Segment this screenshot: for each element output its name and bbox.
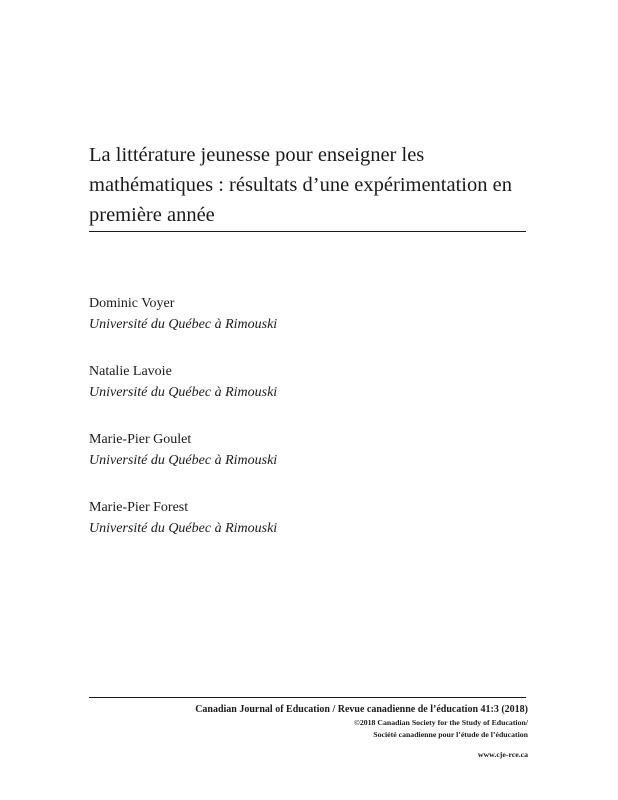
copyright-line: ©2018 Canadian Society for the Study of Education/ xyxy=(354,718,528,727)
article-title-line: La littérature jeunesse pour enseigner les xyxy=(89,144,425,166)
author-list xyxy=(89,293,529,565)
author-name: Marie-Pier Forest xyxy=(89,500,189,515)
author-affiliation: Université du Québec à Rimouski xyxy=(89,521,278,536)
author-affiliation: Université du Québec à Rimouski xyxy=(89,317,278,332)
author-block xyxy=(89,429,529,497)
journal-url: www.cje-rce.ca xyxy=(477,750,528,759)
article-title-line: première année xyxy=(89,204,215,226)
copyright-line: Société canadienne pour l’étude de l’éducation xyxy=(373,730,528,739)
author-name: Marie-Pier Goulet xyxy=(89,432,192,447)
article-title xyxy=(89,140,529,230)
author-block xyxy=(89,293,529,361)
author-block xyxy=(89,497,529,565)
author-affiliation: Université du Québec à Rimouski xyxy=(89,385,278,400)
journal-footer xyxy=(195,703,528,761)
author-affiliation: Université du Québec à Rimouski xyxy=(89,453,278,468)
footer-divider xyxy=(89,697,526,698)
author-block xyxy=(89,361,529,429)
journal-citation: Canadian Journal of Education / Revue canadienne de l’éducation 41:3 (2018) xyxy=(195,704,528,715)
author-name: Dominic Voyer xyxy=(89,296,175,311)
title-divider xyxy=(89,231,526,232)
article-title-line: mathématiques : résultats d’une expérimentation en xyxy=(89,174,512,196)
author-name: Natalie Lavoie xyxy=(89,364,172,379)
